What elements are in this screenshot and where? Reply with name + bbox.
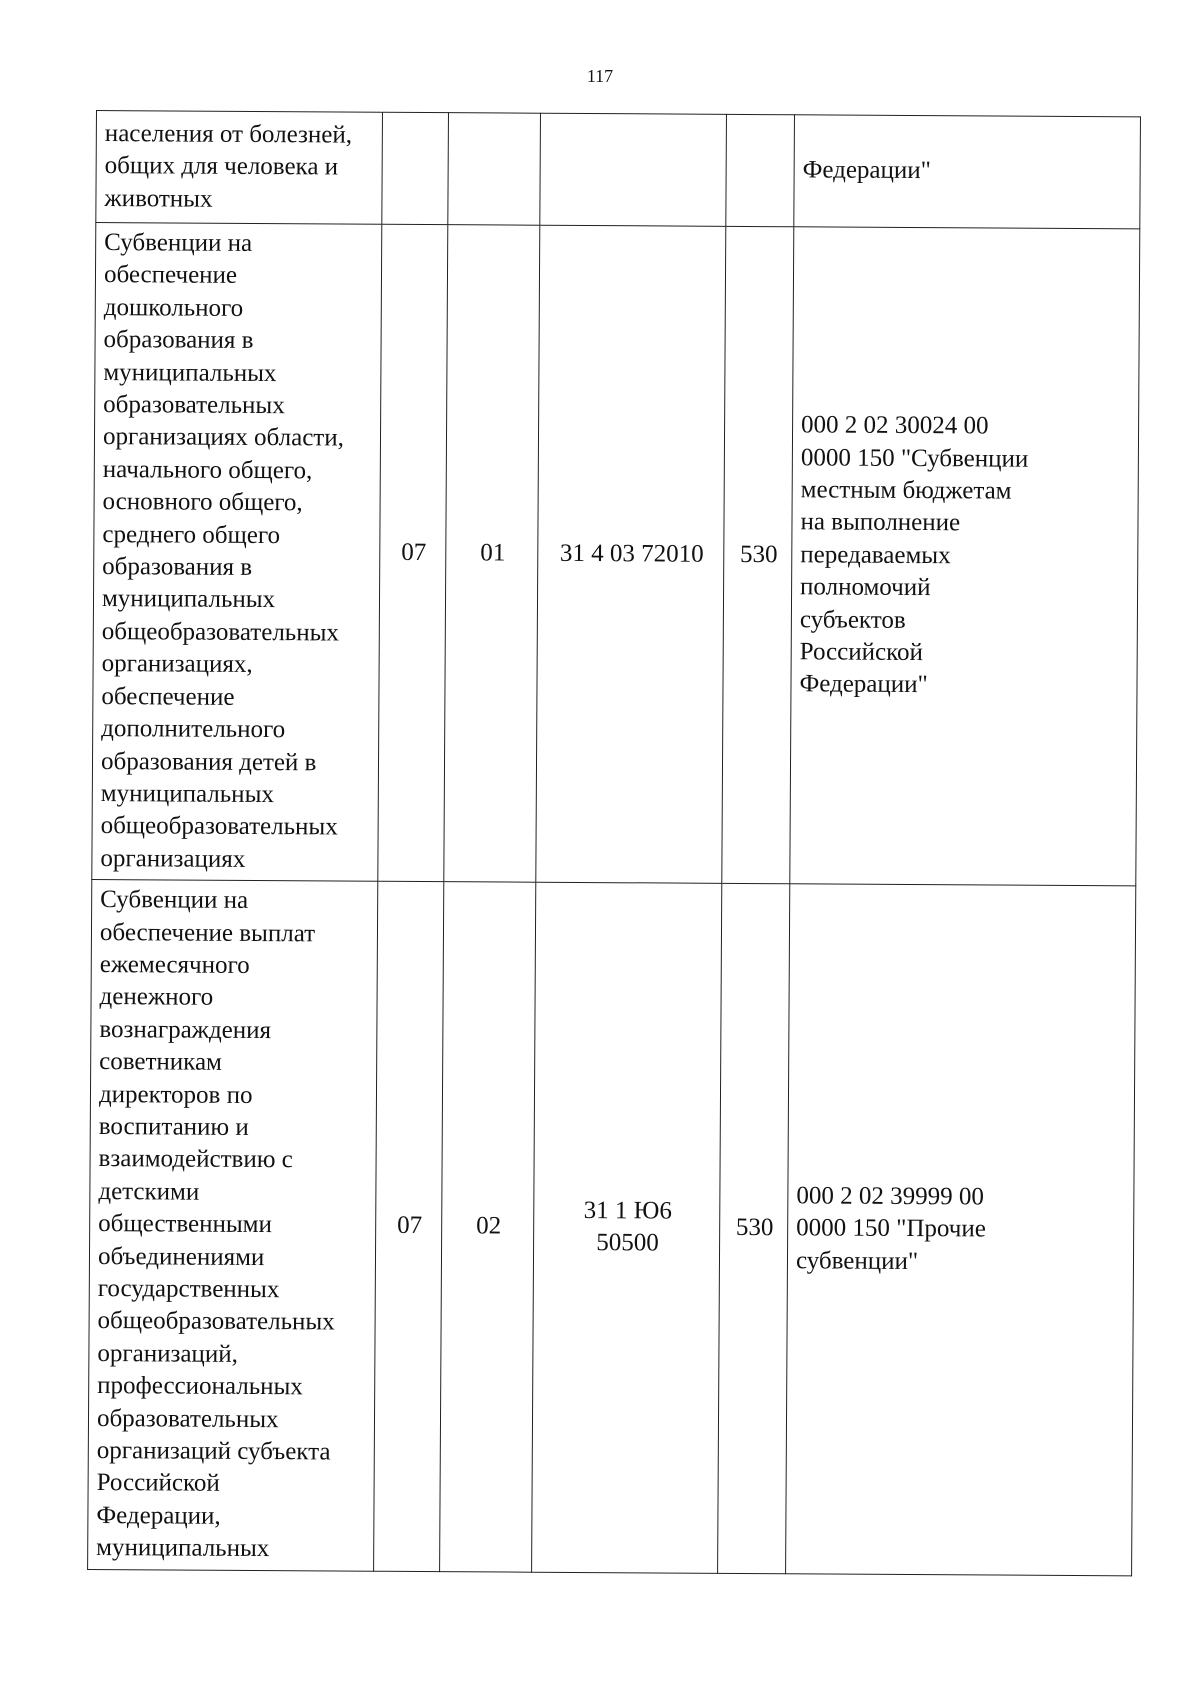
target-article-cell: 31 1 Ю6 50500 (532, 882, 722, 1573)
section-cell: 07 (374, 881, 444, 1571)
description-cell: Субвенции на обеспечение выплат ежемесячного денежного вознаграждения советникам директоров по воспитанию и взаимодействию с детскими общественными объединениями государственных общеобразовательных организаций, профессиональных образовательных организаций субъекта Российской Федерации, муниципальных (88, 880, 378, 1571)
revenue-code-cell: 000 2 02 39999 00 0000 150 "Прочие субвенции" (786, 884, 1136, 1576)
description-cell: населения от болезней, общих для человека и животных (96, 111, 383, 225)
subsection-cell (448, 113, 541, 226)
target-article-cell (540, 113, 727, 226)
table-row (96, 111, 1141, 229)
expense-type-cell (726, 114, 795, 226)
table-row (92, 223, 1140, 886)
expense-type-cell: 530 (722, 226, 794, 884)
page-number: 117 (586, 66, 614, 86)
expense-type-cell: 530 (718, 883, 790, 1573)
section-cell (382, 112, 449, 224)
revenue-code-cell: Федерации" (794, 115, 1141, 229)
section-cell: 07 (378, 224, 448, 882)
revenue-code-cell: 000 2 02 30024 00 0000 150 "Субвенции местным бюджетам на выполнение передаваемых полномочий субъектов Российской Федерации" (790, 227, 1140, 886)
subsection-cell: 01 (444, 225, 540, 883)
budget-table (87, 110, 1141, 1576)
subsection-cell: 02 (440, 882, 536, 1572)
description-cell: Субвенции на обеспечение дошкольного образования в муниципальных образовательных организациях области, начального общего, основного общего, среднего общего образования в муниципальных общеобразовательных организациях, обеспечение дополнительного образования детей в муниципальных общеобразовательных организациях (92, 223, 382, 882)
target-article-cell: 31 4 03 72010 (536, 225, 726, 883)
table-row (88, 880, 1136, 1576)
